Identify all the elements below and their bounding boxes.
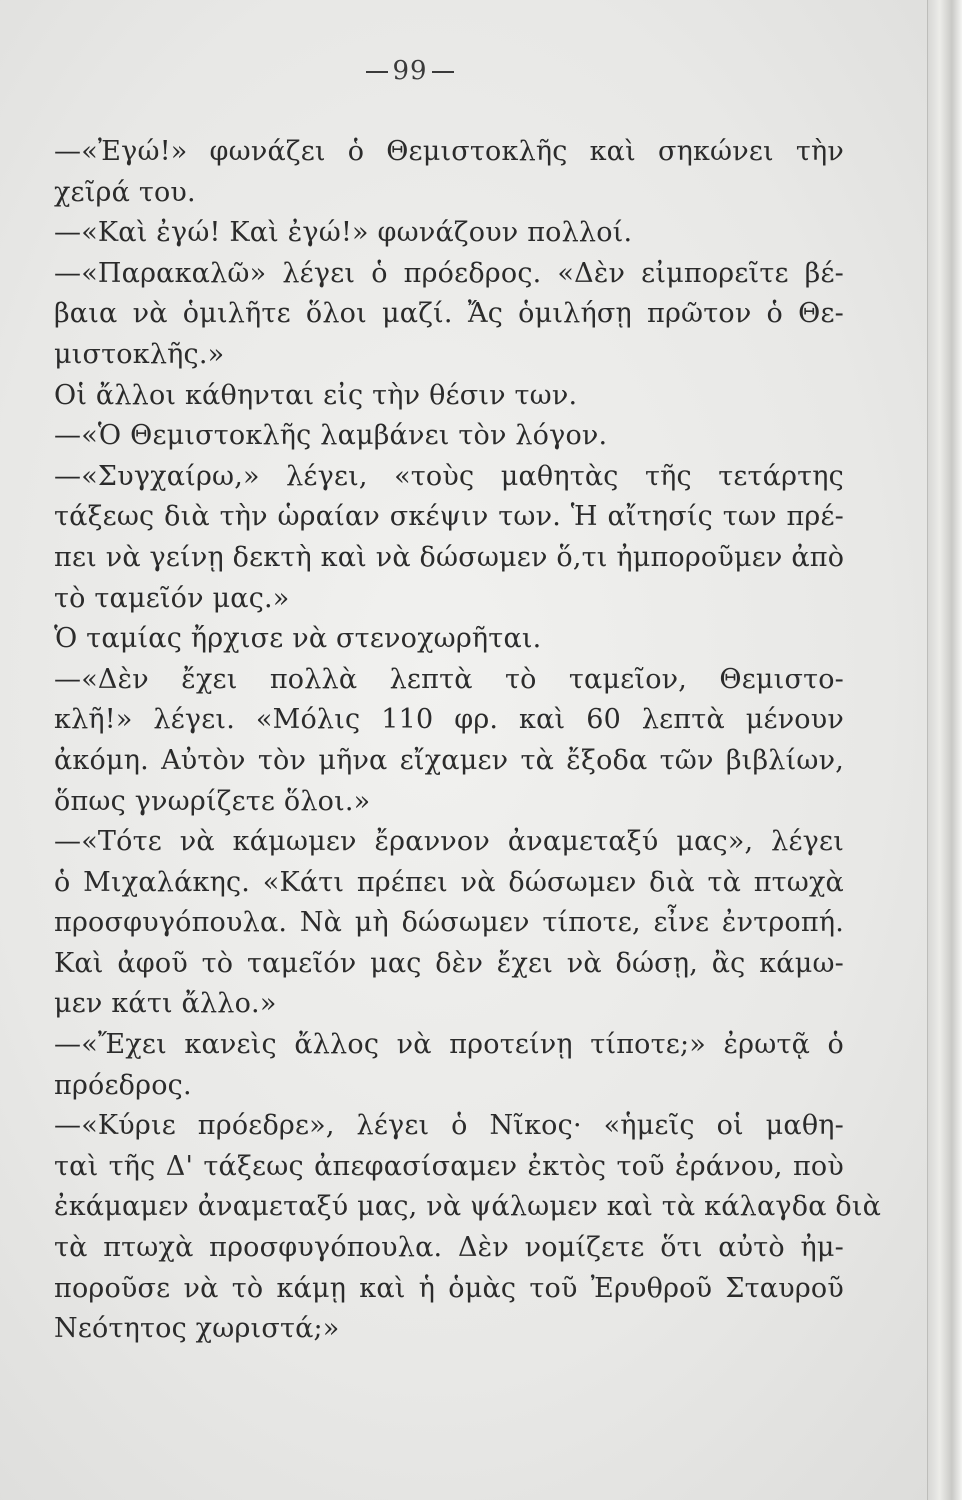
page-number bbox=[0, 56, 820, 86]
page-number-dash-right bbox=[432, 71, 454, 73]
text-line: ὁ Μιχαλάκης. «Κάτι πρέπει νὰ δώσωμεν διὰ τὰ πτωχὰ bbox=[54, 866, 844, 898]
page-number-dash-left bbox=[366, 71, 388, 73]
text-line: —«Συγχαίρω,» λέγει, «τοὺς μαθητὰς τῆς τετάρτης bbox=[54, 460, 844, 492]
text-line: πρόεδρος. bbox=[54, 1069, 192, 1101]
text-line: —«Παρακαλῶ» λέγει ὁ πρόεδρος. «Δὲν εἰμπορεῖτε βέ- bbox=[54, 257, 844, 289]
text-line: —«Ὁ Θεμιστοκλῆς λαμβάνει τὸν λόγον. bbox=[54, 420, 608, 452]
text-line: —«Τότε νὰ κάμωμεν ἔραννον ἀναμεταξύ μας», λέγει bbox=[54, 826, 844, 858]
body-text bbox=[54, 132, 882, 1350]
text-line: —«Δὲν ἔχει πολλὰ λεπτὰ τὸ ταμεῖον, Θεμιστο- bbox=[54, 663, 844, 695]
text-line: —«Κύριε πρόεδρε», λέγει ὁ Νῖκος· «ἡμεῖς οἱ μαθη- bbox=[54, 1110, 844, 1142]
text-line: κλῆ!» λέγει. «Μόλις 110 φρ. καὶ 60 λεπτὰ μένουν bbox=[54, 704, 844, 736]
page-edge bbox=[927, 0, 962, 1500]
text-line: μιστοκλῆς.» bbox=[54, 338, 225, 370]
text-line: προσφυγόπουλα. Νὰ μὴ δώσωμεν τίποτε, εἶνε ἐντροπή. bbox=[54, 907, 844, 939]
text-line: ὅπως γνωρίζετε ὅλοι.» bbox=[54, 785, 371, 817]
text-line: ἀκόμη. Αὐτὸν τὸν μῆνα εἴχαμεν τὰ ἔξοδα τῶν βιβλίων, bbox=[54, 744, 844, 776]
text-line: χεῖρά του. bbox=[54, 176, 196, 208]
text-line: ταὶ τῆς Δ' τάξεως ἀπεφασίσαμεν ἐκτὸς τοῦ ἐράνου, ποὺ bbox=[54, 1150, 844, 1182]
text-line: Νεότητος χωριστά;» bbox=[54, 1313, 340, 1345]
page-number-value: 99 bbox=[392, 56, 428, 86]
text-line: βαια νὰ ὁμιλῆτε ὅλοι μαζί. Ἄς ὁμιλήσῃ πρῶτον ὁ Θε- bbox=[54, 298, 844, 330]
text-line: τάξεως διὰ τὴν ὡραίαν σκέψιν των. Ἡ αἴτησίς των πρέ- bbox=[54, 501, 844, 533]
text-line: τὰ πτωχὰ προσφυγόπουλα. Δὲν νομίζετε ὅτι αὐτὸ ἠμ- bbox=[54, 1232, 844, 1264]
text-line: Καὶ ἀφοῦ τὸ ταμεῖόν μας δὲν ἔχει νὰ δώσῃ, ἂς κάμω- bbox=[54, 947, 844, 979]
text-line: τὸ ταμεῖόν μας.» bbox=[54, 582, 290, 614]
text-line: Ὁ ταμίας ἤρχισε νὰ στενοχωρῆται. bbox=[54, 623, 542, 655]
text-line: —«Ἐγώ!» φωνάζει ὁ Θεμιστοκλῆς καὶ σηκώνει τὴν bbox=[54, 136, 844, 167]
text-line: ποροῦσε νὰ τὸ κάμῃ καὶ ἡ ὁμὰς τοῦ Ἐρυθροῦ Σταυροῦ bbox=[54, 1272, 844, 1304]
text-line: —«Καὶ ἐγώ! Καὶ ἐγώ!» φωνάζουν πολλοί. bbox=[54, 217, 633, 249]
text-line: ἐκάμαμεν ἀναμεταξύ μας, νὰ ψάλωμεν καὶ τὰ κάλαγδα διὰ bbox=[54, 1191, 882, 1223]
text-line: μεν κάτι ἄλλο.» bbox=[54, 988, 277, 1020]
text-line: πει νὰ γείνῃ δεκτὴ καὶ νὰ δώσωμεν ὅ,τι ἠμποροῦμεν ἀπὸ bbox=[54, 541, 845, 573]
text-line: —«Ἔχει κανεὶς ἄλλος νὰ προτείνῃ τίποτε;» ἐρωτᾷ ὁ bbox=[54, 1029, 844, 1061]
text-line: Οἱ ἄλλοι κάθηνται εἰς τὴν θέσιν των. bbox=[54, 379, 578, 411]
